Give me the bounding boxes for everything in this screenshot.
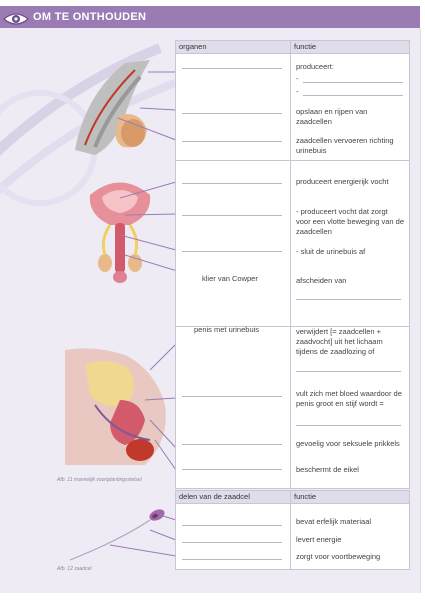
- answer-blank[interactable]: [296, 371, 401, 372]
- answer-blank[interactable]: [182, 113, 282, 114]
- functie-erfelijk: bevat erfelijk materiaal: [296, 517, 372, 526]
- answer-blank[interactable]: [182, 215, 282, 216]
- figure-caption-12: Afb. 12 zaadcel: [57, 566, 92, 572]
- functie-sluit: - sluit de urinebuis af: [296, 247, 366, 256]
- functie-voortbeweging: zorgt voor voortbeweging: [296, 552, 381, 561]
- zaadcel-table: [175, 490, 410, 570]
- answer-blank[interactable]: [303, 95, 403, 96]
- answer-blank[interactable]: [182, 251, 282, 252]
- answer-blank[interactable]: [182, 469, 282, 470]
- functie-afscheiden: afscheiden van: [296, 276, 347, 285]
- functie-energie: levert energie: [296, 535, 342, 544]
- organ-penis: penis met urinebuis: [194, 325, 260, 334]
- answer-blank[interactable]: [303, 82, 403, 83]
- answer-blank[interactable]: [182, 444, 282, 445]
- functie-produceert: produceert:: [296, 62, 334, 71]
- answer-blank[interactable]: [182, 141, 282, 142]
- organ-cowper: klier van Cowper: [202, 274, 258, 283]
- functie-beschermt: beschermt de eikel: [296, 465, 359, 474]
- functie-verwijdert: verwijdert [= zaadcellen + zaadvocht] uit het lichaam tijdens de zaadlozing of: [296, 327, 383, 356]
- col-header-delen: delen van de zaadcel: [176, 491, 290, 504]
- answer-blank[interactable]: [182, 542, 282, 543]
- answer-blank[interactable]: [182, 559, 282, 560]
- answer-blank[interactable]: [296, 299, 401, 300]
- answer-blank[interactable]: [296, 425, 401, 426]
- figure-caption-11: Afb. 11 mannelijk voortplantingsstelsel: [57, 477, 142, 483]
- header-title: OM TE ONTHOUDEN: [33, 11, 147, 23]
- col-header-functie2: functie: [291, 491, 409, 504]
- functie-vocht: - produceert vocht dat zorgt voor een vlotte beweging van de zaadcellen: [296, 207, 404, 236]
- functie-vervoeren: zaadcellen vervoeren richting urinebuis: [296, 136, 394, 155]
- answer-blank[interactable]: [182, 396, 282, 397]
- functie-gevoelig: gevoelig voor seksuele prikkels: [296, 439, 400, 448]
- functie-vult: vult zich met bloed waardoor de penis groot en stijf wordt =: [296, 389, 402, 408]
- answer-blank[interactable]: [182, 525, 282, 526]
- answer-blank[interactable]: [182, 68, 282, 69]
- col-header-functie: functie: [291, 41, 409, 54]
- functie-energierijk: produceert energierijk vocht: [296, 177, 389, 186]
- functie-opslaan: opslaan en rijpen van zaadcellen: [296, 107, 368, 126]
- organs-table: organen functie produceert: - - opslaan en rijpen van zaadcellen zaadcellen vervoeren richting urinebuis klier van Cowper produceert energierijk vocht - produceert vocht dat zorgt voor een vlotte beweging van de zaadcellen - sluit de urinebuis af afscheiden van penis met urinebuis verwijdert [= zaadcellen + zaadvocht] uit het lichaam tijdens de zaadlozing of vult zich met bloed waardoor de penis groot en stijf wordt = gevoelig voor seksuele prikkels beschermt de eikel: [175, 40, 410, 489]
- col-header-organen: organen: [176, 41, 290, 54]
- answer-blank[interactable]: [182, 183, 282, 184]
